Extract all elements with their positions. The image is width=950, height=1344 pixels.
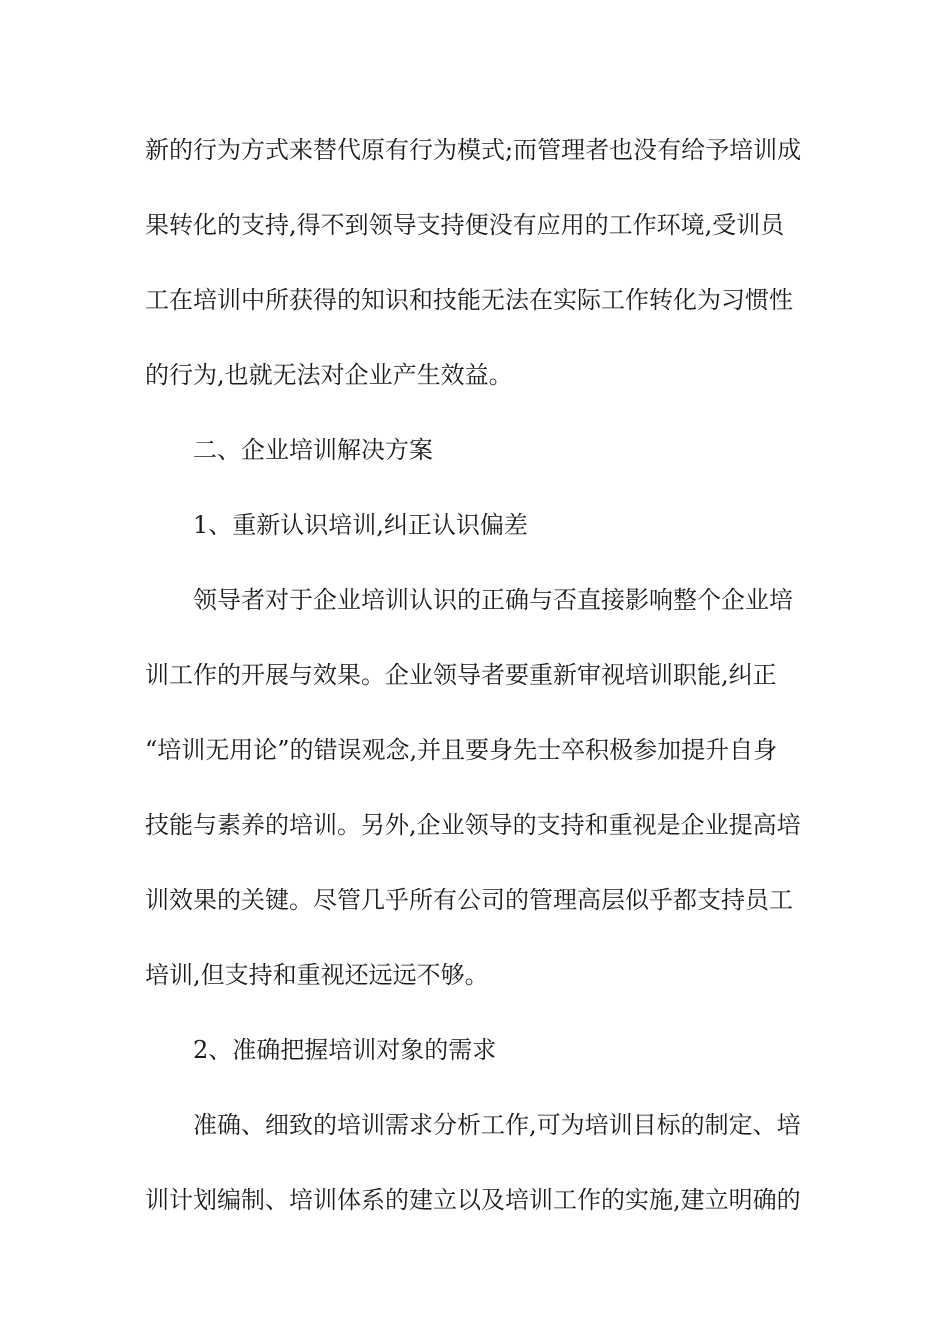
body-line: “培训无用论”的错误观念,并且要身先士卒积极参加提升自身 (145, 736, 778, 764)
section-heading: 二、企业培训解决方案 (193, 436, 433, 464)
body-line: 的行为,也就无法对企业产生效益。 (145, 361, 513, 389)
body-line: 训工作的开展与效果。企业领导者要重新审视培训职能,纠正 (145, 661, 777, 689)
body-line: 工在培训中所获得的知识和技能无法在实际工作转化为习惯性 (145, 286, 793, 314)
body-line: 训计划编制、培训体系的建立以及培训工作的实施,建立明确的 (145, 1186, 801, 1214)
body-line: 准确、细致的培训需求分析工作,可为培训目标的制定、培 (193, 1111, 801, 1139)
body-line: 新的行为方式来替代原有行为模式;而管理者也没有给予培训成 (145, 136, 802, 164)
body-line: 技能与素养的培训。另外,企业领导的支持和重视是企业提高培 (145, 811, 801, 839)
subsection-heading: 2、准确把握培训对象的需求 (193, 1036, 497, 1064)
body-line: 领导者对于企业培训认识的正确与否直接影响整个企业培 (193, 586, 793, 614)
subsection-heading: 1、重新认识培训,纠正认识偏差 (193, 511, 528, 539)
body-line: 培训,但支持和重视还远远不够。 (145, 961, 489, 989)
body-line: 果转化的支持,得不到领导支持便没有应用的工作环境,受训员 (145, 211, 785, 239)
body-line: 训效果的关键。尽管几乎所有公司的管理高层似乎都支持员工 (145, 886, 793, 914)
